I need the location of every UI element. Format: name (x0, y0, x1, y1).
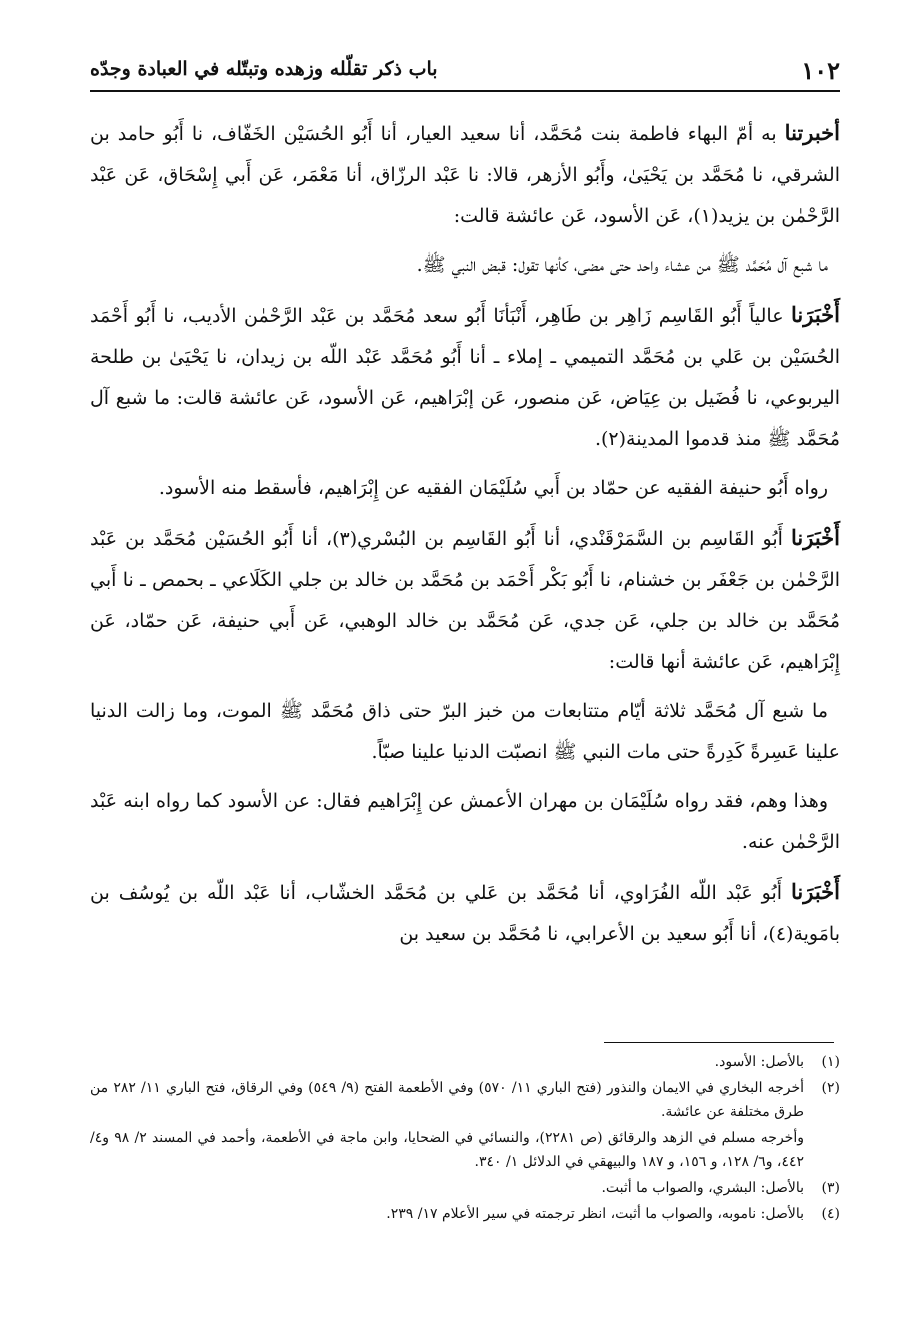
paragraph-5 (90, 517, 840, 683)
paragraph-text: وهذا وهم، فقد رواه سُلَيْمَان بن مهران الأعمش عن إِبْرَاهيم فقال: عن الأسود كما رواه ابنه عَبْد الرَّحْمٰن عنه. (90, 790, 840, 853)
footnotes (90, 1050, 840, 1228)
page-number: ١٠٢ (801, 56, 840, 85)
footnote-number: (٢) (821, 1080, 840, 1096)
footnote-divider (604, 1042, 834, 1043)
paragraph-text: أَبُو عَبْد اللّه الفُرَاوي، أنا مُحَمَّد بن عَلي بن مُحَمَّد الخشّاب، أنا عَبْد اللّه بن يُوسُف بن بامَوية(٤)، أنا أَبُو سعيد بن الأعرابي، نا مُحَمَّد بن سعيد بن (90, 882, 840, 945)
main-text (90, 112, 840, 963)
footnote-4 (90, 1202, 840, 1226)
paragraph-2 (90, 245, 840, 286)
paragraph-6 (90, 691, 840, 773)
paragraph-text: به أمّ البهاء فاطمة بنت مُحَمَّد، أنا سعيد العيار، أنا أَبُو الحُسَيْن الخَفّاف، نا أَبُو حامد بن الشرقي، نا مُحَمَّد بن يَحْيَىٰ، وأَبُو الأزهر، قالا: نا عَبْد الرزّاق، أنا مَعْمَر، عَن أَبي إِسْحَاق، عَن عَبْد الرَّحْمٰن بن يزيد(١)، عَن الأسود، عَن عائشة قالت: (90, 123, 840, 227)
paragraph-4 (90, 468, 840, 509)
footnote-text: بالأصل: ناموبه، والصواب ما أثبت، انظر ترجمته في سير الأعلام ١٧/ ٢٣٩. (386, 1206, 804, 1222)
footnote-number: (٣) (821, 1180, 840, 1196)
paragraph-text: ما شبع آل مُحَمَّد ثلاثة أيّام متتابعات من خبز البرّ حتى ذاق مُحَمَّد ﷺ الموت، وما زالت الدنيا علينا عَسِرةً كَدِرةً حتى مات النبي ﷺ انصبّت الدنيا علينا صبّاً. (90, 700, 840, 763)
paragraph-text: رواه أَبُو حنيفة الفقيه عن حمّاد بن أَبي سُلَيْمَان الفقيه عن إِبْرَاهيم، فأسقط منه الأسود. (158, 477, 828, 499)
footnote-2 (90, 1076, 840, 1124)
paragraph-text: أَبُو القَاسِم بن السَّمَرْقَنْدي، أنا أَبُو القَاسِم بن البُسْري(٣)، أنا أَبُو الحُسَيْن مُحَمَّد بن عَبْد الرَّحْمٰن بن جَعْفَر بن خشنام، نا أَبُو بَكْر أَحْمَد بن مُحَمَّد بن خالد بن جلي الكَلَاعي ـ بحمص ـ نا أَبي مُحَمَّد بن خالد بن جلي، عَن جدي، عَن مُحَمَّد بن خالد الوهبي، عَن أَبي حنيفة، عَن حمّاد، عَن إِبْرَاهيم، عَن عائشة أنها قالت: (90, 528, 840, 673)
page-header (90, 50, 840, 92)
footnote-2-continuation: وأخرجه مسلم في الزهد والرقائق (ص ٢٢٨١)، والنسائي في الضحايا، وابن ماجة في الأطعمة، وأحمد في المسند ٢/ ٩٨ و٤/ ٤٤٢، و٦/ ١٢٨، و ١٥٦، و ١٨٧ والبيهقي في الدلائل ١/ ٣٤٠. (90, 1130, 804, 1170)
paragraph-text: ما شبع آل مُحَمَّد ﷺ من عشاء واحد حتى مضى، كأنها تقول: قبض النبي ﷺ. (416, 254, 828, 276)
paragraph-text: عالياً أَبُو القَاسِم زَاهِر بن طَاهِر، أَنْبَأنَا أَبُو سعد مُحَمَّد بن عَبْد الرَّحْمٰن الأديب، نا أَبُو أَحْمَد الحُسَيْن بن عَلي بن مُحَمَّد التميمي ـ إملاء ـ أنا أَبُو مُحَمَّد عَبْد اللّه بن زيدان، نا يَحْيَىٰ بن طلحة اليربوعي، نا فُضَيل بن عِيَاض، عَن منصور، عَن إبْرَاهيم، عَن الأسود، عَن عائشة قالت: ما شبع آل مُحَمَّد ﷺ منذ قدموا المدينة(٢). (90, 305, 840, 450)
footnote-number: (٤) (821, 1206, 840, 1222)
paragraph-8 (90, 871, 840, 955)
paragraph-3 (90, 294, 840, 460)
paragraph-lead: أَخْبَرَنا (791, 525, 840, 550)
footnote-text: أخرجه البخاري في الايمان والنذور (فتح الباري ١١/ ٥٧٠) وفي الأطعمة الفتح (٩/ ٥٤٩) وفي الرقاق، فتح الباري ١١/ ٢٨٢ من طرق مختلفة عن عائشة. (90, 1080, 805, 1120)
footnote-3 (90, 1176, 840, 1200)
footnote-text: بالأصل: الأسود. (714, 1054, 804, 1070)
paragraph-lead: أَخْبَرَنا (791, 302, 840, 327)
paragraph-lead: أخبرتنا (784, 120, 840, 145)
footnote-1 (90, 1050, 840, 1074)
footnote-number: (١) (821, 1054, 840, 1070)
running-head: باب ذكر تقلّله وزهده وتبتّله في العبادة وجدّه (90, 58, 438, 80)
paragraph-7 (90, 781, 840, 863)
paragraph-1 (90, 112, 840, 237)
footnote-text: بالأصل: البشري، والصواب ما أثبت. (601, 1180, 804, 1196)
paragraph-lead: أَخْبَرَنا (791, 879, 840, 904)
